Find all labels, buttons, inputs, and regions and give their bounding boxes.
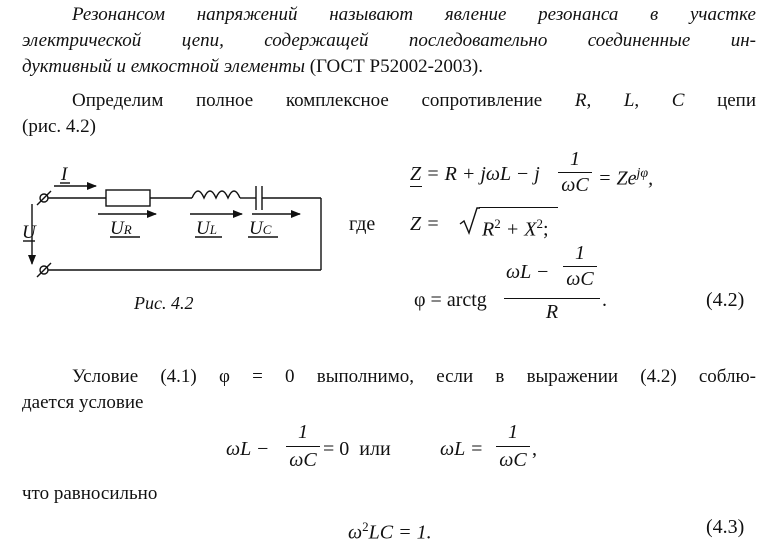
var-L: L [623,90,635,111]
equation-number-4-2: (4.2) [706,289,745,311]
formula-phi-den: R [545,301,559,323]
comma: , [586,90,624,111]
formula-mod-radicand [482,212,549,242]
eq-a-bar [286,446,320,447]
formula-z-num: 1 [570,148,580,170]
equation-number-4-3: (4.3) [706,516,745,538]
equivalent-text: что равносильно [22,483,158,504]
intro-line-1: Резонансом напряжений называют явление резонанса в участке [72,4,756,25]
formula-z-lhs: Z = R + jωL − j [410,163,540,185]
final-equation [348,515,432,545]
intro-gost-ref: (ГОСТ Р52002-2003). [304,56,484,77]
formula-phi-num-a: ωL − [506,261,550,283]
condition-line-1: Условие (4.1) φ = 0 выполнимо, если в выражении (4.2) соблю- [72,366,756,387]
outer-fraction-bar [504,298,600,299]
label-I: I [61,164,68,185]
final-tail: LC = 1. [368,521,432,544]
formula-phi-lhs: φ = arctg [414,289,487,311]
formula-mod-lhs: Z = [410,213,440,235]
impedance-text: Определим полное комплексное сопротивление [72,90,575,111]
impedance-text-tail: цепи [684,90,757,111]
sqrt-sign [458,206,480,236]
condition-line-2: дается условие [22,392,144,413]
where-word: где [349,213,376,235]
formula-phi-end: . [602,289,607,311]
mod-end: ; [542,218,549,241]
formula-z-exponent: jφ [636,166,649,181]
label-U: U [22,222,36,243]
formula-phi-inner-num: 1 [575,242,585,264]
label-UL: UL [196,218,217,239]
eq-b-den: ωC [499,449,527,471]
final-square: 2 [362,519,369,534]
label-UR: UR [110,218,132,239]
var-R: R [574,90,587,111]
eq-b-end: , [532,438,537,460]
impedance-line-2: (рис. 4.2) [22,116,97,137]
label-UC: UC [249,218,272,239]
underline-Z [410,186,422,187]
final-omega: ω [348,521,363,544]
resistor [106,190,150,206]
formula-z-exp-base: = Ze [598,167,637,190]
intro-line-3 [22,54,483,79]
radicand-X: + X [500,218,537,241]
intro-line-2: электрической цепи, содержащей последовательно соединенные ин- [22,30,756,51]
eq-a-lhs: ωL − [226,438,270,460]
formula-z-den: ωC [561,174,589,196]
comma: , [634,90,672,111]
square-1: 2 [494,216,501,231]
eq-b-lhs: ωL = [440,438,484,460]
eq-b-bar [496,446,530,447]
radicand-R: R [482,218,495,241]
formula-z-end: , [648,167,654,190]
var-C: C [671,90,685,111]
eq-a-num: 1 [298,421,308,443]
formula-phi-inner-den: ωC [566,268,594,290]
eq-a-den: ωC [289,449,317,471]
inductor-coil [192,191,240,198]
intro-italic-term: дуктивный и емкостной элементы [22,56,305,77]
eq-a-rhs: = 0 или [323,438,391,460]
square-2: 2 [536,216,543,231]
formula-z-rhs [598,162,653,191]
sqrt-bar [479,207,558,208]
figure-caption: Рис. 4.2 [134,293,194,313]
impedance-line-1 [72,88,756,113]
eq-b-num: 1 [508,421,518,443]
